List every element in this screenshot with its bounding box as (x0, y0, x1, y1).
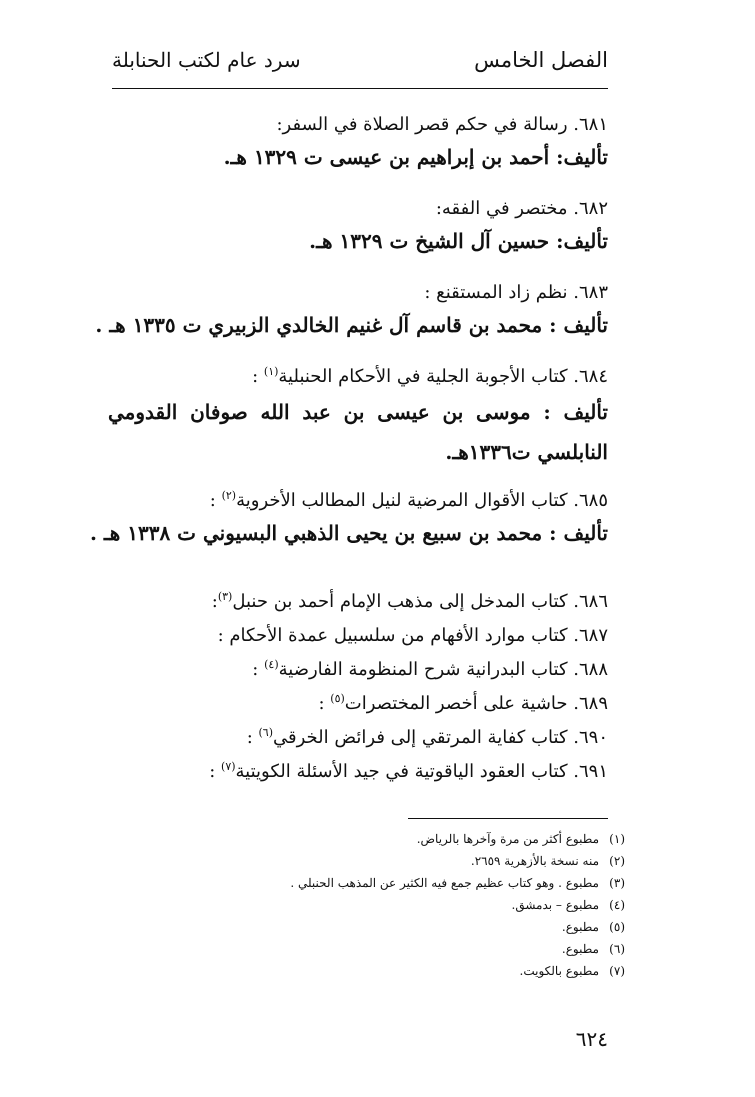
footnote-marker[interactable]: (٦) (258, 726, 273, 739)
footnote-number: (٤) (609, 898, 625, 912)
entry-number: ٦٨٨ (578, 659, 608, 680)
footnote-text: مطبوع بالكويت. (519, 964, 599, 978)
entry-683 (95, 278, 608, 342)
footnote-item (125, 916, 625, 938)
footnote-text: مطبوع . وهو كتاب عظيم جمع فيه الكثير عن المذهب الحنبلي . (290, 876, 599, 890)
footnote-marker[interactable]: (٢) (221, 489, 237, 502)
footnote-marker[interactable]: (٤) (264, 658, 279, 671)
entry-682 (108, 194, 608, 258)
footnote-item (125, 960, 625, 982)
list-item: ٦٨٨. كتاب البدرانية شرح المنظومة الفارضية$^{(٤)}$ : (252, 658, 608, 680)
entry-author: تأليف: حسين آل الشيخ ت ١٣٢٩ هـ. (309, 229, 608, 253)
entry-author: تأليف : موسى بن عيسى بن عبد الله صوفان القدومي النابلسي ت١٣٣٦هـ. (108, 400, 608, 464)
footnotes (125, 828, 625, 982)
page-header (112, 48, 608, 82)
footnote-text: مطبوع. (561, 942, 599, 956)
entry-number: ٦٨٩ (578, 693, 608, 714)
entry-title-line: ٦٨٣. نظم زاد المستقنع : (424, 282, 608, 303)
list-item: ٦٨٧. كتاب موارد الأفهام من سلسبيل عمدة الأحكام : (217, 625, 608, 646)
entry-685 (89, 486, 608, 550)
footnote-number: (٢) (609, 854, 625, 868)
entry-author: تأليف: أحمد بن إبراهيم بن عيسى ت ١٣٢٩ هـ. (223, 145, 608, 169)
entry-author: تأليف : محمد بن سبيع بن يحيى الذهبي البسيوني ت ١٣٣٨ هـ . (89, 521, 608, 545)
entry-author: تأليف : محمد بن قاسم آل غنيم الخالدي الزبيري ت ١٣٣٥ هـ . (95, 313, 608, 337)
list-item: ٦٨٦. كتاب المدخل إلى مذهب الإمام أحمد بن حنبل$^{(٣)}$: (211, 590, 608, 612)
entry-title: كتاب الأجوبة الجلية في الأحكام الحنبلية (278, 366, 568, 387)
entry-number: ٦٨٦ (578, 591, 608, 612)
entry-title: مختصر في الفقه: (435, 198, 568, 219)
footnote-text: منه نسخة بالأزهرية ٢٦٥٩. (470, 854, 599, 868)
footnote-text: مطبوع. (561, 920, 599, 934)
entry-title: نظم زاد المستقنع : (424, 282, 568, 303)
entry-number: ٦٨١ (578, 114, 608, 135)
list-item: ٦٩١. كتاب العقود الياقوتية في جيد الأسئلة الكويتية$^{(٧)}$ : (209, 760, 608, 782)
footnote-number: (١) (609, 832, 625, 846)
footnote-number: (٣) (609, 876, 625, 890)
entry-title-line: ٦٨٤. كتاب الأجوبة الجلية في الأحكام الحنبلية$^{(١)}$ : (252, 365, 608, 387)
entry-number: ٦٩٠ (578, 727, 608, 748)
entry-title: كتاب الأقوال المرضية لنيل المطالب الأخروية (236, 490, 568, 511)
entry-title: كتاب موارد الأفهام من سلسبيل عمدة الأحكام : (217, 625, 568, 646)
entry-title: كتاب العقود الياقوتية في جيد الأسئلة الكويتية (235, 761, 568, 782)
footnote-number: (٧) (609, 964, 625, 978)
entry-number: ٦٩١ (578, 761, 608, 782)
entry-681 (108, 110, 608, 174)
entry-number: ٦٨٧ (578, 625, 608, 646)
page-number: ٦٢٤ (575, 1027, 608, 1051)
footnote-marker[interactable]: (١) (263, 365, 279, 378)
footnote-text: مطبوع – بدمشق. (511, 898, 599, 912)
footnote-item (125, 872, 625, 894)
chapter-title: الفصل الخامس (474, 48, 608, 72)
footnote-item (125, 850, 625, 872)
footnote-item (125, 938, 625, 960)
entry-number: ٦٨٢ (578, 198, 608, 219)
entry-title: كتاب المدخل إلى مذهب الإمام أحمد بن حنبل (232, 591, 568, 612)
entry-684 (108, 362, 608, 472)
entries-list (89, 110, 608, 550)
footnote-marker[interactable]: (٥) (330, 692, 345, 705)
footnote-item (125, 894, 625, 916)
entry-title: كتاب البدرانية شرح المنظومة الفارضية (278, 659, 568, 680)
footnote-marker[interactable]: (٣) (217, 590, 233, 603)
footnote-text: مطبوع أكثر من مرة وآخرها بالرياض. (416, 832, 599, 846)
entry-title: حاشية على أخصر المختصرات (344, 693, 568, 714)
footnote-separator (408, 818, 608, 819)
footnote-number: (٥) (609, 920, 625, 934)
list-item: ٦٨٩. حاشية على أخصر المختصرات$^{(٥)}$ : (318, 692, 608, 714)
entry-title: كتاب كفاية المرتقي إلى فرائض الخرقي (273, 727, 568, 748)
footnote-item (125, 828, 625, 850)
entry-number: ٦٨٥ (578, 490, 608, 511)
header-rule (112, 88, 608, 89)
untitled-entries-list (108, 585, 608, 789)
running-title: سرد عام لكتب الحنابلة (112, 48, 301, 72)
entry-title-line: ٦٨٥. كتاب الأقوال المرضية لنيل المطالب الأخروية$^{(٢)}$ : (209, 489, 608, 511)
entry-number: ٦٨٤ (578, 366, 608, 387)
entry-title: رسالة في حكم قصر الصلاة في السفر: (276, 114, 568, 135)
entry-title-line: ٦٨١. رسالة في حكم قصر الصلاة في السفر: (276, 114, 608, 135)
list-item: ٦٩٠. كتاب كفاية المرتقي إلى فرائض الخرقي$^{(٦)}$ : (246, 726, 608, 748)
footnote-number: (٦) (609, 942, 625, 956)
entry-title-line: ٦٨٢. مختصر في الفقه: (435, 198, 608, 219)
entry-number: ٦٨٣ (578, 282, 608, 303)
footnote-marker[interactable]: (٧) (221, 760, 236, 773)
